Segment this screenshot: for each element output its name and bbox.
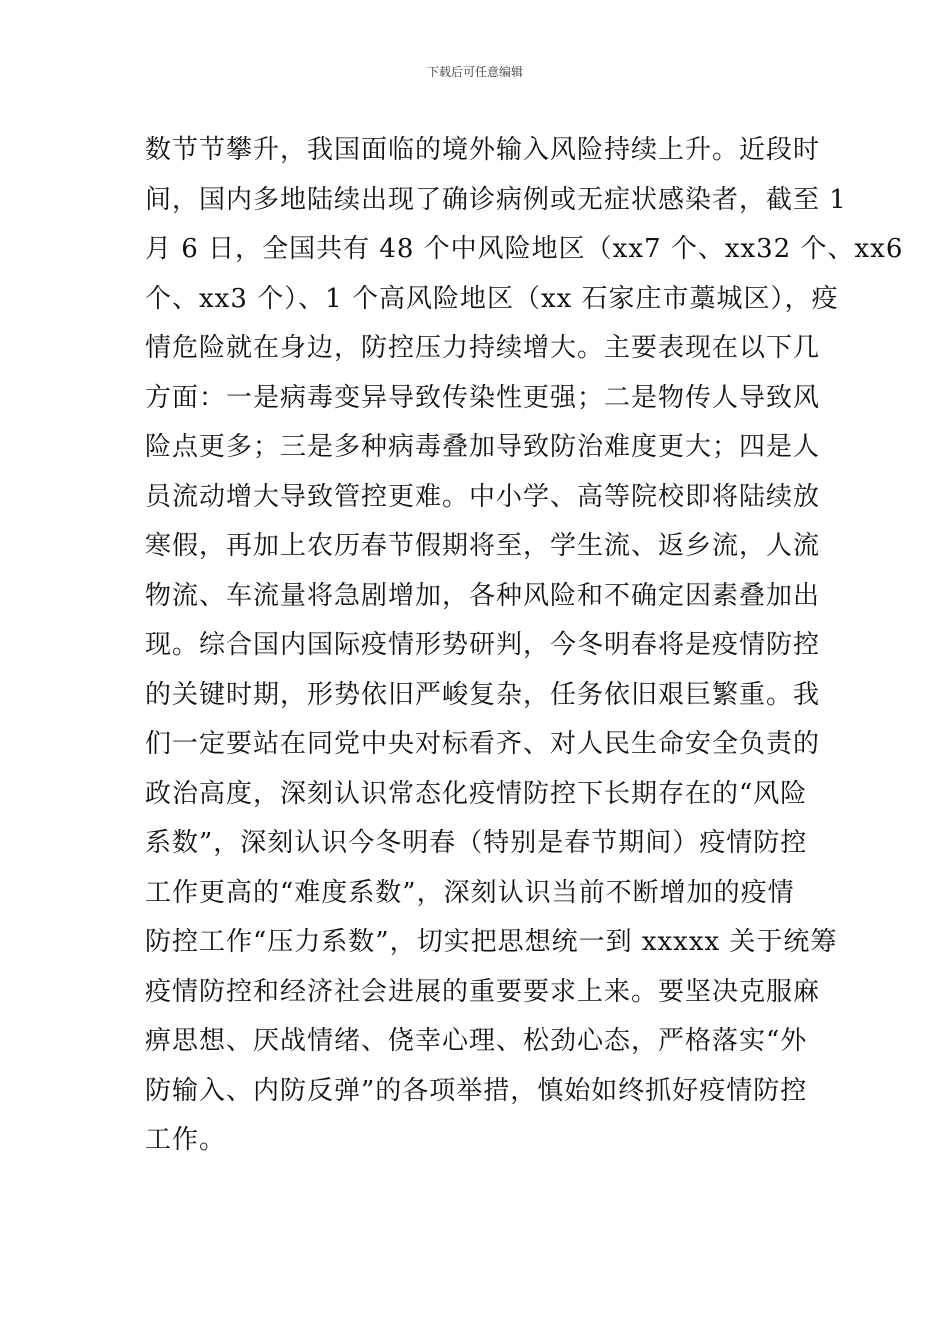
text-line: 工作更高的“难度系数”，深刻认识当前不断增加的疫情 bbox=[145, 877, 795, 908]
text-line: 疫情防控和经济社会进展的重要要求上来。要坚决克服麻 bbox=[145, 976, 821, 1007]
text-line: 的关键时期，形势依旧严峻复杂，任务依旧艰巨繁重。我 bbox=[145, 679, 821, 710]
text-line: 现。综合国内国际疫情形势研判，今冬明春将是疫情防控 bbox=[145, 630, 821, 660]
text-line: 防控工作“压力系数”，切实把思想统一到 xxxxx 关于统筹 bbox=[145, 927, 838, 957]
text-line: 防输入、内防反弹”的各项举措，慎始如终抓好疫情防控 bbox=[145, 1075, 808, 1106]
page-header: 下载后可任意编辑 bbox=[426, 65, 523, 79]
text-line: 数节节攀升，我国面临的境外输入风险持续上升。近段时 bbox=[145, 135, 821, 165]
text-line: 系数”，深刻认识今冬明春（特别是春节期间）疫情防控 bbox=[145, 828, 808, 858]
text-line: 痹思想、厌战情绪、侥幸心理、松劲心态，严格落实“外 bbox=[145, 1026, 808, 1056]
text-line: 月 6 日，全国共有 48 个中风险地区（xx7 个、xx32 个、xx6 bbox=[145, 234, 904, 264]
text-line: 方面：一是病毒变异导致传染性更强；二是物传人导致风 bbox=[145, 382, 821, 413]
text-line: 险点更多；三是多种病毒叠加导致防治难度更大；四是人 bbox=[145, 432, 821, 462]
text-line: 物流、车流量将急剧增加，各种风险和不确定因素叠加出 bbox=[145, 580, 821, 611]
text-line: 政治高度，深刻认识常态化疫情防控下长期存在的“风险 bbox=[145, 778, 808, 809]
body-paragraph bbox=[145, 126, 904, 1166]
text-line: 情危险就在身边，防控压力持续增大。主要表现在以下几 bbox=[145, 333, 821, 363]
text-line: 员流动增大导致管控更难。中小学、高等院校即将陆续放 bbox=[145, 481, 821, 512]
text-line: 个、xx3 个）、1 个高风险地区（xx 石家庄市藁城区），疫 bbox=[145, 283, 839, 314]
text-line: 寒假，再加上农历春节假期将至，学生流、返乡流，人流 bbox=[145, 531, 821, 561]
text-line: 工作。 bbox=[145, 1125, 227, 1155]
text-line: 们一定要站在同党中央对标看齐、对人民生命安全负责的 bbox=[145, 729, 821, 759]
text-line: 间，国内多地陆续出现了确诊病例或无症状感染者，截至 1 bbox=[145, 184, 847, 215]
